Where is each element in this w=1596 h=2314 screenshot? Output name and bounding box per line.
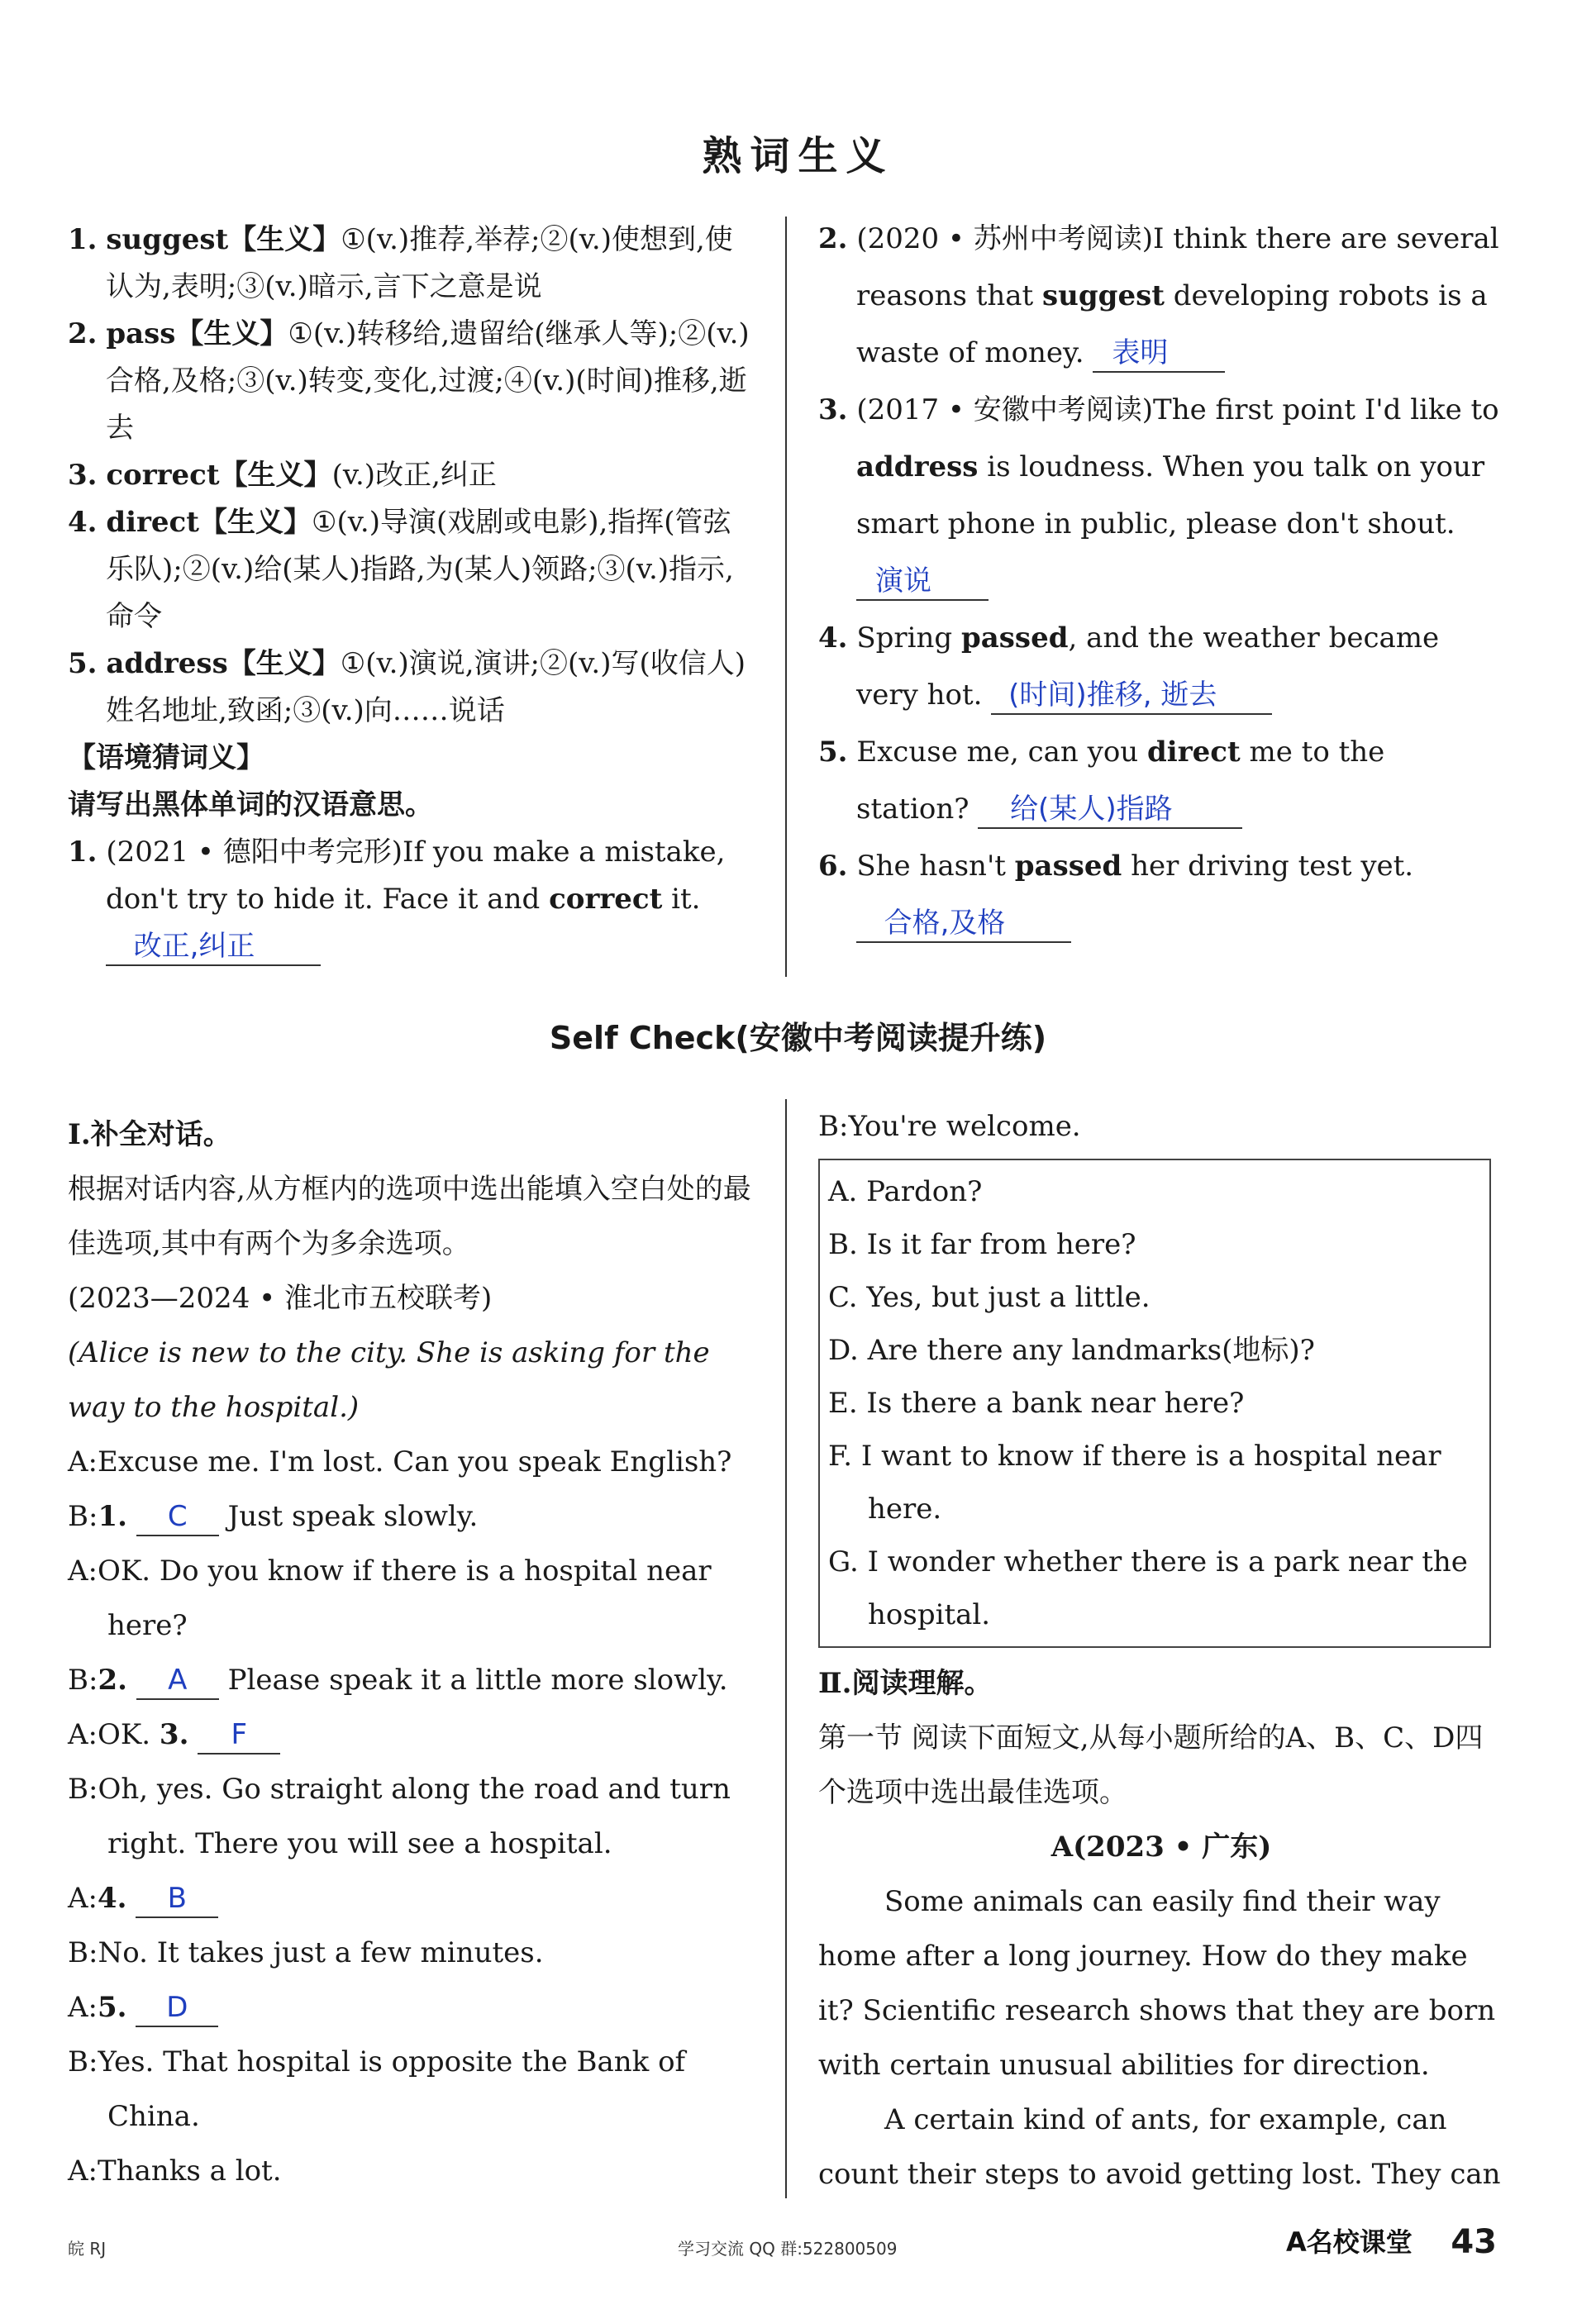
question-6: 6. She hasn't passed her driving test yet. 合格,及格 — [818, 838, 1504, 952]
option-item: C. Yes, but just a little. — [828, 1281, 1151, 1314]
dialogue-line: B:Yes. That hospital is opposite the Bank of China. — [68, 2045, 686, 2133]
option-item: A. Pardon? — [828, 1175, 983, 1208]
vocab-list — [68, 217, 754, 970]
question-4: 4. Spring passed, and the weather became very hot. (时间)推移, 逝去 — [818, 610, 1504, 724]
part2-section: 第一节 阅读下面短文,从每小题所给的A、B、C、D四个选项中选出最佳选项。 — [818, 1721, 1484, 1809]
self-check-title: Self Check(安徽中考阅读提升练) — [549, 1020, 1047, 1056]
answer-blank[interactable]: D — [136, 1989, 218, 2027]
option-item: B. Is it far from here? — [828, 1228, 1136, 1261]
passage-title: A(2023 • 广东) — [1051, 1831, 1272, 1864]
guess-instruction: 请写出黑体单词的汉语意思。 — [68, 788, 433, 821]
dialogue-line: A:Thanks a lot. — [68, 2154, 282, 2188]
part1-context: (Alice is new to the city. She is asking for the way to the hospital.) — [68, 1336, 710, 1424]
answer-blank[interactable]: 改正,纠正 — [106, 928, 321, 966]
dialogue-line: B:You're welcome. — [818, 1110, 1081, 1143]
footer-qq: 学习交流 QQ 群:522800509 — [678, 2239, 898, 2259]
answer-blank[interactable]: (时间)推移, 逝去 — [991, 677, 1272, 715]
vocab-item: 3. correct【生义】(v.)改正,纠正 — [68, 459, 497, 492]
footer-left: 皖 RJ — [68, 2239, 107, 2259]
dialogue-line: A:OK. 3. F — [68, 1707, 754, 1762]
answer-blank[interactable]: 表明 — [1093, 335, 1225, 373]
dialogue-line: B:2. A Please speak it a little more slowly. — [68, 1653, 754, 1707]
question-2: 2. (2020 • 苏州中考阅读)I think there are several reasons that suggest developing robots is a waste of money. 表明 — [818, 211, 1504, 382]
dialogue-line: A:OK. Do you know if there is a hospital near here? — [68, 1555, 712, 1642]
guess-heading: 【语境猜词义】 — [68, 741, 264, 774]
option-item: F. I want to know if there is a hospital near here. — [828, 1440, 1441, 1526]
dialogue-line: B:1. C Just speak slowly. — [68, 1489, 754, 1544]
column-divider — [785, 1099, 787, 2198]
question-3: 3. (2017 • 安徽中考阅读)The first point I'd like to address is loudness. When you talk on your smart phone in public, please don't shout. 演说 — [818, 382, 1504, 610]
page-number: 43 — [1451, 2223, 1497, 2261]
answer-blank[interactable]: C — [136, 1498, 219, 1536]
option-item: E. Is there a bank near here? — [828, 1387, 1245, 1420]
vocab-item: 2. pass【生义】①(v.)转移给,遗留给(继承人等);②(v.)合格,及格;③(v.)转变,变化,过渡;④(v.)(时间)推移,逝去 — [68, 317, 750, 445]
dialogue-line: A:5. D — [68, 1980, 754, 2035]
part1-source: (2023—2024 • 淮北市五校联考) — [68, 1282, 493, 1315]
answer-blank[interactable]: B — [136, 1880, 218, 1918]
column-divider — [785, 217, 787, 977]
option-item: G. I wonder whether there is a park near the hospital. — [828, 1545, 1468, 1631]
answer-blank[interactable]: 给(某人)指路 — [978, 791, 1242, 829]
part1-instruction: 根据对话内容,从方框内的选项中选出能填入空白处的最佳选项,其中有两个为多余选项。 — [68, 1173, 751, 1260]
questions-right — [818, 211, 1504, 952]
passage-paragraph: A certain kind of ants, for example, can count their steps to avoid getting lost. They can — [818, 2103, 1501, 2191]
dialogue-line: A:Excuse me. I'm lost. Can you speak English? — [68, 1445, 732, 1478]
question-5: 5. Excuse me, can you direct me to the station? 给(某人)指路 — [818, 724, 1504, 838]
passage-paragraph: Some animals can easily find their way home after a long journey. How do they make it? Scientific research shows that they are born with certain unusual abilities for direction. — [818, 1885, 1496, 2082]
part2-heading: Ⅱ.阅读理解。 — [818, 1667, 993, 1700]
part1-heading: Ⅰ.补全对话。 — [68, 1118, 231, 1151]
answer-blank[interactable]: F — [198, 1716, 280, 1755]
dialogue-line: A:4. B — [68, 1871, 754, 1926]
dialogue-section — [68, 1107, 754, 2198]
vocab-item: 4. direct【生义】①(v.)导演(戏剧或电影),指挥(管弦乐队);②(v.)给(某人)指路,为(某人)领路;③(v.)指示,命令 — [68, 506, 734, 633]
question-1: 1. (2021 • 德阳中考完形)If you make a mistake, don't try to hide it. Face it and correct it. 改正,纠正 — [68, 829, 754, 970]
vocab-item: 1. suggest【生义】①(v.)推荐,举荐;②(v.)使想到,使认为,表明;③(v.)暗示,言下之意是说 — [68, 223, 733, 303]
option-item: D. Are there any landmarks(地标)? — [828, 1334, 1315, 1367]
page-title: 熟词生义 — [702, 133, 894, 179]
answer-blank[interactable]: 合格,及格 — [856, 905, 1071, 943]
right-bottom-section — [818, 1099, 1504, 2202]
dialogue-line: B:No. It takes just a few minutes. — [68, 1936, 544, 1969]
vocab-item: 5. address【生义】①(v.)演说,演讲;②(v.)写(收信人)姓名地址,致函;③(v.)向……说话 — [68, 647, 746, 727]
dialogue-line: B:Oh, yes. Go straight along the road and turn right. There you will see a hospital. — [68, 1773, 731, 1860]
brand-logo: A名校课堂 — [1286, 2226, 1413, 2258]
answer-blank[interactable]: 演说 — [856, 563, 989, 601]
options-box — [818, 1159, 1491, 1648]
answer-blank[interactable]: A — [136, 1662, 219, 1700]
